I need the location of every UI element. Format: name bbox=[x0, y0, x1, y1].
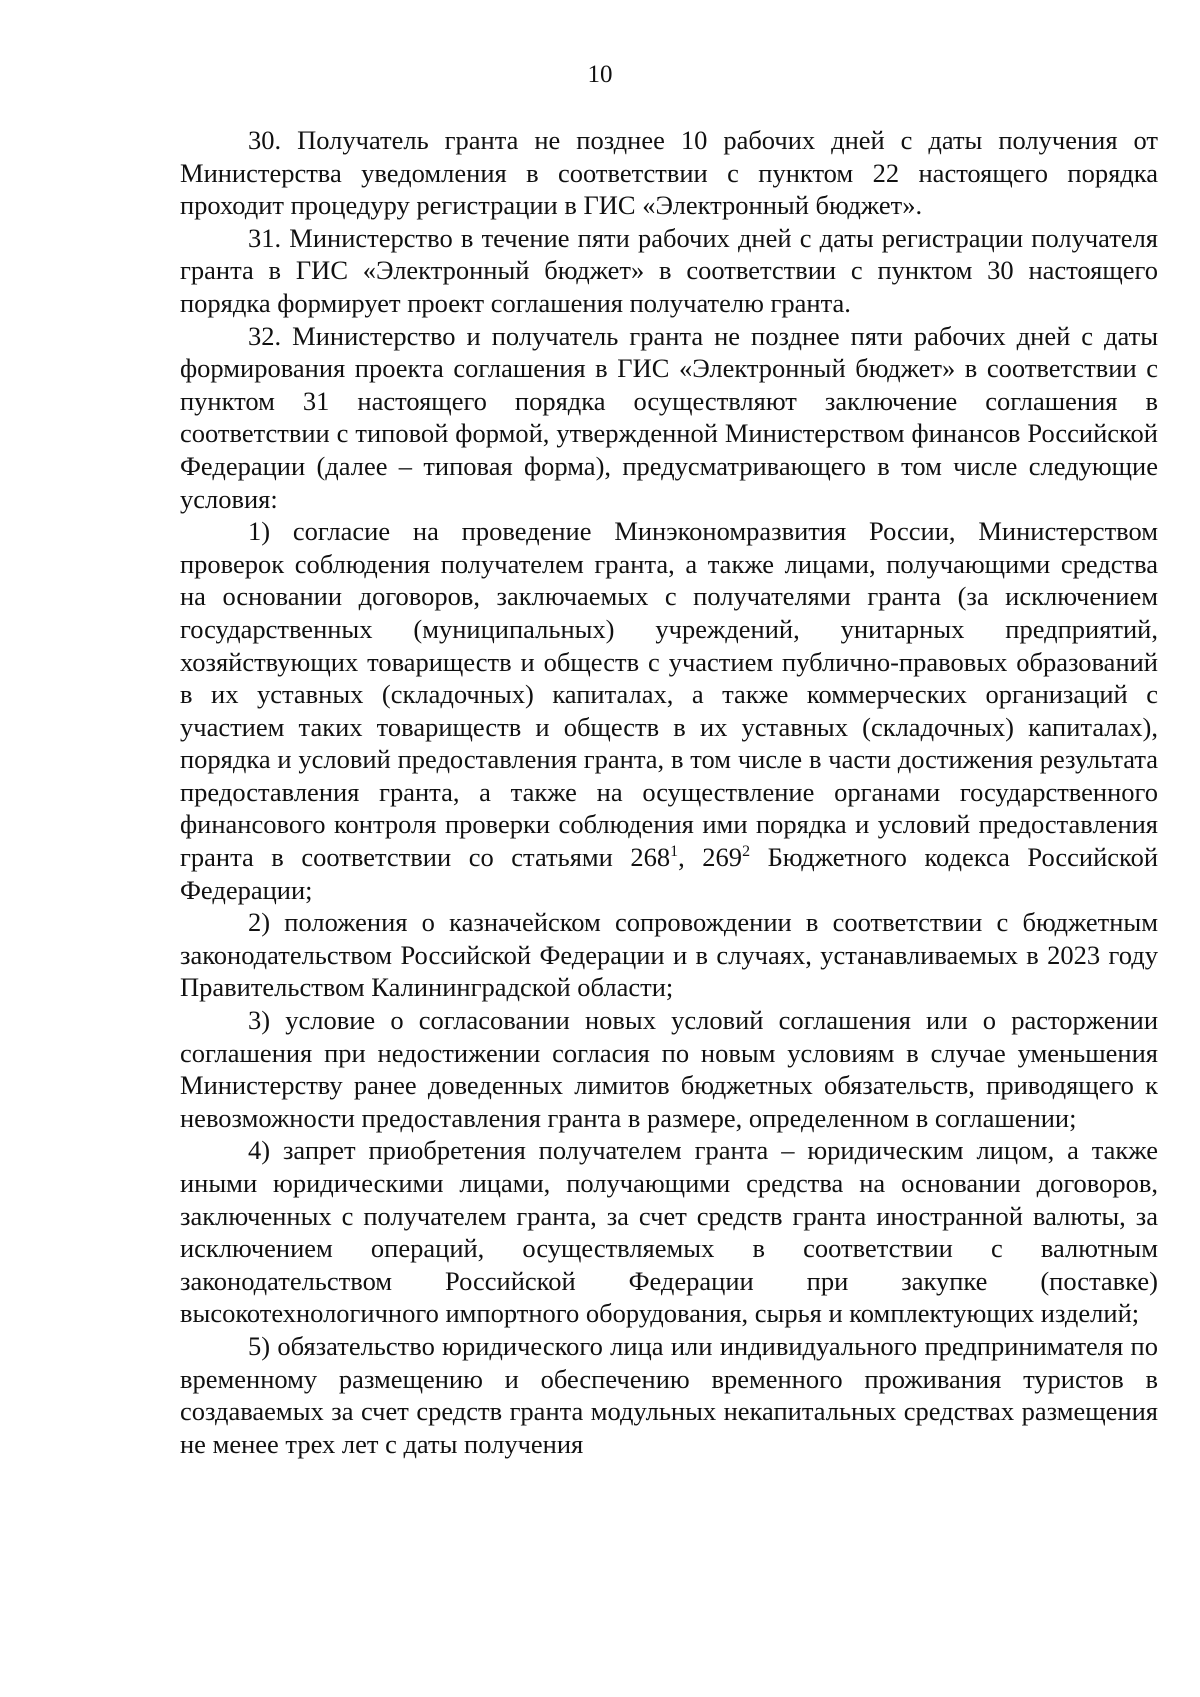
condition-item-2: 2) положения о казначейском сопровождении в соответствии с бюджетным законодательством Российской Федерации и в случаях, устанавливаемых в 2023 году Правительством Калининградской области; bbox=[180, 907, 1158, 1003]
condition-item-1 bbox=[180, 515, 1158, 906]
paragraph-32: 32. Министерство и получатель гранта не позднее пяти рабочих дней с даты формирования проекта соглашения в ГИС «Электронный бюджет» в соответствии с пунктом 31 настоящего порядка осуществляют заключение соглашения в соответствии с типовой формой, утвержденной Министерством финансов Российской Федерации (далее – типовая форма), предусматривающего в том числе следующие условия: bbox=[180, 320, 1158, 514]
condition-item-1-text-middle: , 269 bbox=[678, 842, 743, 873]
condition-item-1-text-end: Бюджетного кодекса Российской Федерации; bbox=[180, 842, 1159, 905]
condition-item-1-text: 1) согласие на проведение Минэкономразвития России, Министерством проверок соблюдения получателем гранта, а также лицами, получающими средства на основании договоров, заключаемых с получателями гранта (за исключением государственных (муниципальных) учреждений, унитарных предприятий, хозяйствующих товариществ и обществ с участием публично-правовых образований в их уставных (складочных) капиталах, а также коммерческих организаций с участием таких товариществ и обществ в их уставных (складочных) капиталах), порядка и условий предоставления гранта, в том числе в части достижения результата предоставления гранта, а также на осуществление органами государственного финансового контроля проверки соблюдения ими порядка и условий предоставления гранта в соответствии со статьями 268 bbox=[180, 516, 1158, 873]
paragraph-31: 31. Министерство в течение пяти рабочих дней с даты регистрации получателя гранта в ГИС «Электронный бюджет» в соответствии с пунктом 30 настоящего порядка формирует проект соглашения получателю гранта. bbox=[180, 222, 1158, 318]
page-number: 10 bbox=[587, 61, 613, 88]
paragraph-30: 30. Получатель гранта не позднее 10 рабочих дней с даты получения от Министерства уведомления в соответствии с пунктом 22 настоящего порядка проходит процедуру регистрации в ГИС «Электронный бюджет». bbox=[180, 125, 1158, 221]
condition-item-4: 4) запрет приобретения получателем гранта – юридическим лицом, а также иными юридическими лицами, получающими средства на основании договоров, заключенных с получателем гранта, за счет средств гранта иностранной валюты, за исключением операций, осуществляемых в соответствии с валютным законодательством Российской Федерации при закупке (поставке) высокотехнологичного импортного оборудования, сырья и комплектующих изделий; bbox=[180, 1135, 1158, 1329]
footnote-sup-2: 2 bbox=[742, 843, 751, 861]
condition-item-3: 3) условие о согласовании новых условий соглашения или о расторжении соглашения при недостижении согласия по новым условиям в случае уменьшения Министерству ранее доведенных лимитов бюджетных обязательств, приводящего к невозможности предоставления гранта в размере, определенном в соглашении; bbox=[180, 1005, 1158, 1133]
document-body bbox=[180, 124, 1158, 1460]
condition-item-5: 5) обязательство юридического лица или индивидуального предпринимателя по временному размещению и обеспечению временного проживания туристов в создаваемых за счет средств гранта модульных некапитальных средствах размещения не менее трех лет с даты получения bbox=[180, 1330, 1158, 1459]
footnote-sup-1: 1 bbox=[670, 843, 679, 861]
